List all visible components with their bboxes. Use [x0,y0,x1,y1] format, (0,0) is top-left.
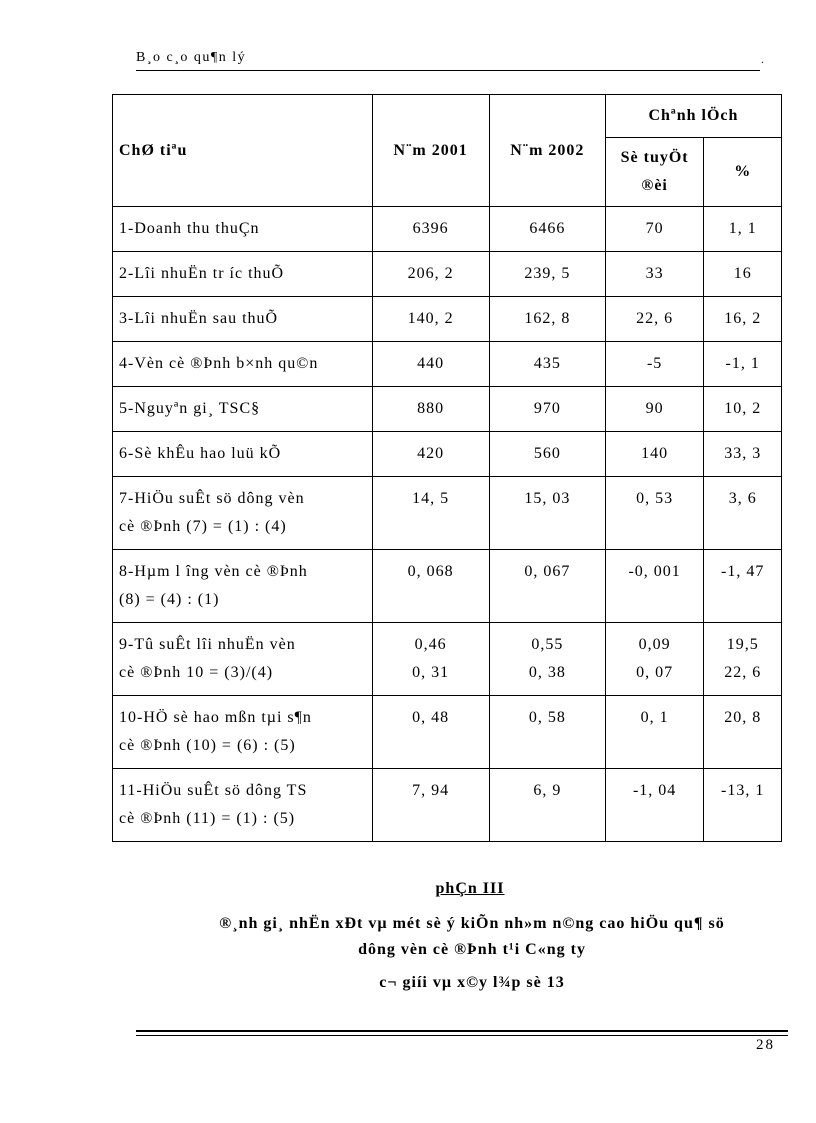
cell-indicator-line: 10-HÖ sè hao mßn tµi s¶n [119,709,312,726]
cell-indicator-line: 11-HiÖu suÊt sö dông TS [119,782,308,799]
cell-2001-line: 140, 2 [407,310,454,327]
cell-indicator-line: 7-HiÖu suÊt sö dông vèn [119,490,305,507]
cell-absolute-line: 0,09 [638,636,671,653]
cell-percent-line: 20, 8 [724,709,762,726]
header-difference: Chªnh lÖch [605,95,781,138]
cell-absolute [605,387,703,432]
cell-indicator [113,387,373,432]
cell-2001-line: 0,46 [414,636,447,653]
cell-percent-line: 3, 6 [728,490,757,507]
cell-percent-line: -1, 47 [721,563,765,580]
cell-2001 [372,387,489,432]
section-heading-line3: c¬ giíi vµ x©y l¾p sè 13 [379,974,565,991]
header-year-2001: N¨m 2001 [372,95,489,207]
cell-2001 [372,432,489,477]
cell-2001-line: 7, 94 [412,782,450,799]
cell-absolute-line: 0, 53 [636,490,674,507]
cell-indicator [113,252,373,297]
footer-rule-thin [136,1035,788,1036]
table-row [113,477,782,550]
cell-indicator-line: cè ®Þnh 10 = (3)/(4) [119,664,274,681]
cell-2002 [489,387,605,432]
cell-absolute [605,769,703,842]
cell-absolute [605,550,703,623]
cell-2001-line: 14, 5 [412,490,450,507]
cell-absolute-line: 70 [645,220,664,237]
cell-2002-line: 0, 38 [528,664,566,681]
header-indicator: ChØ tiªu [113,95,373,207]
section-heading-line2: dông vèn cè ®Þnh t¹i C«ng ty [358,941,586,958]
cell-absolute-line: 33 [645,265,664,282]
header-absolute [605,138,703,207]
cell-2002 [489,432,605,477]
cell-absolute-line: 140 [641,445,669,462]
cell-indicator-line: cè ®Þnh (7) = (1) : (4) [119,518,287,535]
table-row [113,387,782,432]
table-row [113,550,782,623]
cell-absolute [605,207,703,252]
cell-2001-line: 880 [417,400,445,417]
cell-percent [704,432,782,477]
header-year-2002: N¨m 2002 [489,95,605,207]
cell-2001-line: 0, 31 [412,664,450,681]
cell-2001 [372,696,489,769]
cell-indicator [113,207,373,252]
cell-2001 [372,252,489,297]
cell-indicator-line: 9-Tû suÊt lîi nhuËn vèn [119,636,296,653]
table-row [113,432,782,477]
cell-percent-line: 22, 6 [724,664,762,681]
cell-percent [704,550,782,623]
header-dot: . [761,52,764,66]
cell-indicator-line: (8) = (4) : (1) [119,591,220,608]
cell-absolute [605,342,703,387]
header-absolute-line2: ®èi [641,177,668,194]
cell-2002-line: 162, 8 [524,310,571,327]
cell-percent-line: 33, 3 [724,445,762,462]
cell-indicator-line: 5-Nguyªn gi¸ TSC§ [119,400,261,417]
cell-2002-line: 15, 03 [524,490,571,507]
cell-2002-line: 560 [533,445,561,462]
cell-2001-line: 206, 2 [407,265,454,282]
cell-2002 [489,623,605,696]
cell-absolute [605,432,703,477]
cell-percent-line: 19,5 [726,636,759,653]
cell-percent-line: 1, 1 [728,220,757,237]
cell-2001-line: 420 [417,445,445,462]
cell-2002 [489,342,605,387]
section-heading-line1: ®¸nh gi¸ nhËn xÐt vµ mét sè ý kiÕn nh»m n©ng cao hiÖu qu¶ sö [219,915,725,932]
cell-2001 [372,207,489,252]
cell-percent [704,252,782,297]
cell-indicator [113,477,373,550]
cell-2001 [372,297,489,342]
cell-absolute [605,477,703,550]
cell-percent-line: 10, 2 [724,400,762,417]
cell-2001-line: 0, 068 [407,563,454,580]
cell-2001-line: 6396 [412,220,449,237]
cell-2002 [489,297,605,342]
cell-percent-line: -13, 1 [721,782,765,799]
cell-2001 [372,342,489,387]
statistics-table [112,94,782,842]
cell-percent [704,477,782,550]
cell-absolute-line: 90 [645,400,664,417]
header-absolute-line1: Sè tuyÖt [620,149,689,166]
cell-absolute-line: -0, 001 [628,563,681,580]
cell-2002-line: 0, 067 [524,563,571,580]
cell-2002-line: 6, 9 [533,782,562,799]
cell-absolute-line: -1, 04 [632,782,677,799]
page-header [136,48,764,71]
cell-2001-line: 0, 48 [412,709,450,726]
cell-percent [704,769,782,842]
table-header [113,95,782,207]
cell-indicator [113,623,373,696]
cell-2002-line: 0, 58 [528,709,566,726]
header-title: B¸o c¸o qu¶n lý [136,50,247,65]
cell-2002-line: 6466 [529,220,566,237]
cell-2002 [489,477,605,550]
cell-absolute-line: -5 [646,355,663,372]
cell-absolute [605,696,703,769]
cell-percent [704,696,782,769]
cell-2002 [489,696,605,769]
cell-2001-line: 440 [417,355,445,372]
cell-percent-line: 16 [733,265,752,282]
cell-absolute [605,297,703,342]
table-row [113,769,782,842]
cell-indicator-line: 2-Lîi nhuËn tr íc thuÕ [119,265,285,282]
cell-absolute-line: 22, 6 [636,310,674,327]
cell-2002 [489,252,605,297]
cell-indicator [113,769,373,842]
cell-2002 [489,550,605,623]
cell-absolute-line: 0, 07 [636,664,674,681]
cell-2002-line: 239, 5 [524,265,571,282]
cell-2002-line: 0,55 [531,636,564,653]
cell-indicator [113,550,373,623]
cell-percent [704,387,782,432]
cell-2001 [372,623,489,696]
cell-indicator-line: 1-Doanh thu thuÇn [119,220,260,237]
cell-2002 [489,207,605,252]
cell-indicator-line: 8-Hµm l îng vèn cè ®Þnh [119,563,308,580]
table-row [113,297,782,342]
cell-percent-line: -1, 1 [725,355,760,372]
cell-2002 [489,769,605,842]
footer-rule-thick [136,1030,788,1032]
table-row [113,207,782,252]
part-title: phÇn III [435,880,505,897]
cell-2002-line: 970 [533,400,561,417]
table-row [113,252,782,297]
table-row [113,696,782,769]
cell-indicator [113,432,373,477]
cell-indicator-line: 3-Lîi nhuËn sau thuÕ [119,310,279,327]
cell-2002-line: 435 [533,355,561,372]
cell-indicator [113,297,373,342]
header-percent: % [704,138,782,207]
table-row [113,623,782,696]
cell-percent [704,623,782,696]
cell-indicator [113,342,373,387]
cell-indicator-line: 6-Sè khÊu hao luü kÕ [119,445,282,462]
cell-absolute-line: 0, 1 [640,709,669,726]
cell-absolute [605,623,703,696]
cell-percent-line: 16, 2 [724,310,762,327]
cell-indicator-line: cè ®Þnh (10) = (6) : (5) [119,737,296,754]
cell-percent [704,207,782,252]
table-body [113,207,782,842]
table-row [113,342,782,387]
cell-2001 [372,550,489,623]
cell-2001 [372,769,489,842]
cell-indicator [113,696,373,769]
cell-indicator-line: cè ®Þnh (11) = (1) : (5) [119,810,296,827]
cell-absolute [605,252,703,297]
page-number: 28 [756,1037,775,1053]
cell-indicator-line: 4-Vèn cè ®Þnh b×nh qu©n [119,355,319,372]
cell-percent [704,342,782,387]
cell-percent [704,297,782,342]
cell-2001 [372,477,489,550]
